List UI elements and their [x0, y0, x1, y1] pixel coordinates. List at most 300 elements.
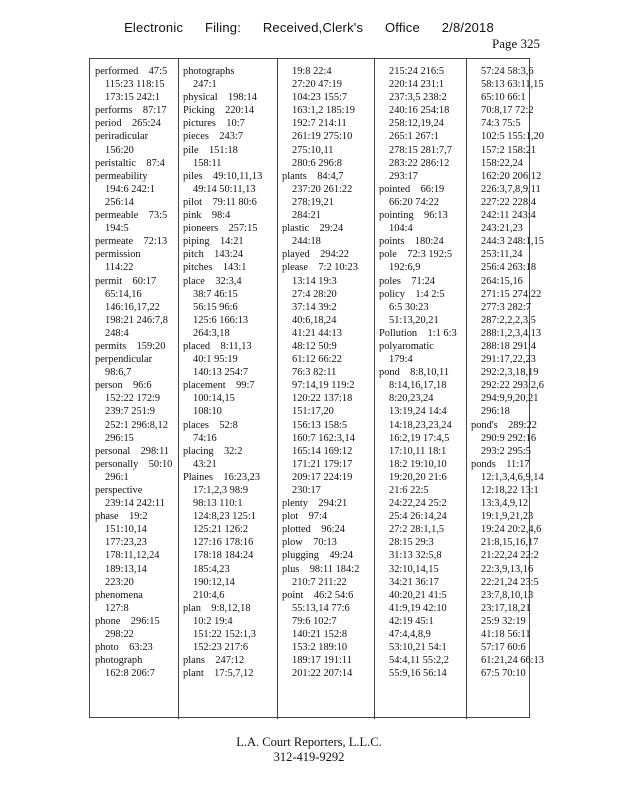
index-reference-line: 239:7 251:9 [105, 406, 155, 418]
index-headword-line [95, 458, 177, 471]
index-reference-line: 189:17 191:11 [292, 655, 352, 667]
index-first-reference: 73:5 [148, 210, 168, 222]
index-reference-line: 42:19 45:1 [389, 615, 434, 627]
index-reference-line: 120:22 137:18 [292, 393, 353, 405]
index-reference-line: 19:1,9,21,23 [481, 511, 534, 523]
index-word: pointing [379, 210, 414, 222]
index-reference-line: 8:20,23,24 [389, 393, 434, 405]
index-word: pile [183, 144, 199, 156]
index-reference-line: 114:22 [105, 262, 134, 274]
index-reference-line: 290:9 292:16 [481, 432, 537, 444]
index-first-reference: 32:2 [223, 445, 243, 457]
index-entry [282, 248, 372, 261]
index-headword-line [282, 510, 372, 523]
index-word: played [282, 249, 310, 261]
index-first-reference: 47:5 [148, 66, 168, 77]
index-headword-line [95, 654, 177, 667]
index-reference-line: 190:12,14 [193, 576, 235, 588]
index-reference-line: 253:11,24 [481, 249, 523, 261]
index-entry [282, 65, 372, 170]
index-headword-line [183, 170, 275, 183]
index-reference-line: 124:8,23 125:1 [193, 511, 256, 523]
index-reference-line: 264:3,18 [193, 327, 230, 339]
index-first-reference: 63:23 [129, 642, 153, 654]
index-reference-line: 61:12 66:22 [292, 354, 342, 366]
header-electronic: Electronic [124, 20, 184, 35]
header-received: Received,Clerk's [262, 20, 364, 35]
index-first-reference: 96:6 [133, 380, 152, 392]
index-headword-line [183, 419, 275, 432]
header-date: 2/8/2018 [441, 20, 494, 35]
index-entry [183, 144, 275, 170]
index-entry [183, 170, 275, 196]
index-reference-line: 177:23,23 [105, 537, 147, 549]
index-headword-line [183, 602, 275, 615]
index-word: pond's [471, 419, 498, 431]
index-reference-line: 292:2,3,18,19 [481, 367, 539, 379]
index-headword-line [183, 91, 275, 104]
index-first-reference: 50:10 [148, 458, 173, 470]
index-reference-line: 165:14 169:12 [292, 445, 353, 457]
index-headword-line [379, 275, 464, 288]
index-reference-line: 284:21 [292, 210, 321, 222]
index-reference-line: 108:10 [193, 406, 222, 418]
index-entry [183, 471, 275, 602]
index-word: placing [183, 445, 214, 457]
index-entry [282, 523, 372, 536]
index-first-reference: 159:20 [136, 340, 166, 352]
index-reference-line: 226:3,7,8,9,11 [481, 183, 541, 195]
filing-header [0, 20, 618, 35]
index-reference-line: 152:22 172:9 [105, 393, 161, 405]
index-reference-line: 163:1,2 185:19 [292, 105, 355, 117]
index-column-5 [471, 65, 544, 713]
index-reference-line: 104:23 155:7 [292, 92, 348, 104]
index-entry [379, 65, 464, 183]
index-reference-line: 70:8,17 72:2 [481, 105, 534, 117]
index-entry [183, 65, 275, 91]
index-first-reference: 66:19 [420, 183, 445, 195]
index-word: perspective [95, 485, 143, 496]
index-reference-line: 293:2 295:5 [481, 445, 531, 457]
index-reference-line: 19:8 22:4 [292, 66, 332, 77]
index-first-reference: 71:24 [411, 275, 435, 287]
index-first-reference: 87:4 [146, 157, 165, 169]
index-reference-line: 152:23 217:6 [193, 642, 249, 654]
index-headword-line [183, 209, 275, 222]
index-headword-line [379, 340, 464, 353]
index-word: plotted [282, 524, 311, 536]
footer-company: L.A. Court Reporters, L.L.C. [236, 735, 382, 749]
index-reference-line: 240:16 254:18 [389, 105, 450, 117]
index-entry [95, 458, 177, 484]
index-reference-line: 53:10,21 54:1 [389, 642, 447, 654]
index-entry [95, 248, 177, 274]
index-entry [183, 379, 275, 418]
index-entry [282, 497, 372, 510]
index-first-reference: 294:22 [320, 249, 349, 261]
index-headword-line [95, 641, 177, 654]
index-word: placement [183, 380, 226, 392]
index-reference-line: 189:13,14 [105, 563, 147, 575]
index-first-reference: 296:15 [130, 615, 160, 627]
index-headword-line [183, 248, 275, 261]
index-reference-line: 98:13 110:1 [193, 498, 243, 510]
index-reference-line: 43:21 [193, 458, 217, 470]
index-entry [95, 445, 177, 458]
column-divider [277, 59, 278, 719]
index-reference-line: 49:14 50:11,13 [193, 183, 256, 195]
index-reference-line: 265:1 267:1 [389, 131, 439, 143]
index-first-reference: 198:14 [228, 92, 257, 104]
index-word: photograph [95, 655, 143, 667]
index-word: plants [282, 170, 307, 182]
index-reference-line: 25:4 26:14,24 [389, 511, 447, 523]
index-reference-line: 100:14,15 [193, 393, 235, 405]
index-word: plow [282, 537, 303, 549]
index-entry [183, 104, 275, 117]
index-entry [95, 104, 177, 117]
index-entry [95, 275, 177, 340]
index-reference-line: 19:20,20 21:6 [389, 471, 447, 483]
index-headword-line [183, 379, 275, 392]
column-divider [374, 59, 375, 719]
index-headword-line [282, 170, 372, 183]
index-reference-line: 27:20 47:19 [292, 79, 342, 91]
index-reference-line: 271:15 274:22 [481, 288, 542, 300]
index-entry [95, 615, 177, 641]
index-column-2 [183, 65, 275, 713]
index-reference-line: 243:21,23 [481, 223, 523, 235]
index-reference-line: 55:13,14 77:6 [292, 602, 350, 614]
index-headword-line [183, 261, 275, 274]
index-reference-line: 98:6,7 [105, 367, 132, 379]
index-first-reference: 98:11 184:2 [309, 563, 360, 575]
index-reference-line: 79:6 102:7 [292, 615, 337, 627]
index-entry [282, 222, 372, 248]
index-headword-line [282, 536, 372, 549]
index-headword-line [183, 471, 275, 484]
index-reference-line: 41:9,19 42:10 [389, 602, 447, 614]
index-entry [471, 419, 537, 458]
index-reference-line: 252:1 296:8,12 [105, 419, 168, 431]
index-reference-line: 275:10,11 [292, 144, 334, 156]
index-reference-line: 38:7 46:15 [193, 288, 238, 300]
index-first-reference: 98:4 [211, 210, 231, 222]
index-reference-line: 40:6,18,24 [292, 314, 337, 326]
index-reference-line: 57:17 60:6 [481, 642, 526, 654]
index-headword-line [379, 248, 464, 261]
index-first-reference: 46:2 54:6 [313, 589, 354, 601]
index-entry [379, 366, 464, 680]
index-word: physical [183, 92, 218, 104]
index-reference-line: 14:18,23,23,24 [389, 419, 452, 431]
index-reference-line: 41:18 56:11 [481, 629, 531, 641]
index-headword-line [379, 209, 464, 222]
index-reference-line: 158:11 [193, 157, 222, 169]
index-reference-line: 296:15 [105, 432, 134, 444]
index-headword-line [95, 104, 177, 117]
index-entry [183, 91, 275, 104]
index-word: perpendicular [95, 354, 153, 366]
index-entry [183, 419, 275, 445]
index-reference-line: 201:22 207:14 [292, 668, 353, 680]
index-reference-line: 179:4 [389, 354, 413, 366]
index-headword-line [95, 484, 177, 497]
index-entry [282, 261, 372, 497]
index-first-reference: 17:5,7,12 [214, 668, 254, 680]
index-headword-line [183, 340, 275, 353]
index-reference-line: 21:22,24 22:2 [481, 550, 539, 562]
index-headword-line [379, 327, 464, 340]
index-word: pieces [183, 131, 209, 143]
index-word: Picking [183, 105, 215, 117]
header-office: Office [384, 20, 420, 35]
index-reference-line: 296:18 [481, 406, 510, 418]
index-first-reference: 9:8,12,18 [211, 602, 251, 614]
index-reference-line: 66:20 74:22 [389, 196, 439, 208]
index-reference-line: 25:9 32:19 [481, 615, 526, 627]
index-reference-line: 264:15,16 [481, 275, 523, 287]
index-word: permission [95, 249, 141, 261]
index-reference-line: 230:17 [292, 485, 321, 496]
index-reference-line: 28:15 29:3 [389, 537, 434, 549]
index-headword-line [471, 419, 537, 432]
index-entry [183, 654, 275, 667]
index-entry [95, 130, 177, 156]
index-word: Pollution [379, 327, 418, 339]
index-reference-line: 192:7 214:11 [292, 118, 347, 130]
index-word: periradicular [95, 131, 149, 143]
index-reference-line: 6:5 30:23 [389, 301, 429, 313]
index-headword-line [471, 458, 529, 471]
index-first-reference: 99:7 [236, 380, 255, 392]
index-word: pitches [183, 262, 213, 274]
index-reference-line: 153:2 189:10 [292, 642, 348, 654]
index-word: piles [183, 170, 203, 182]
index-reference-line: 288:1,2,3,4,13 [481, 327, 542, 339]
index-reference-line: 292:22 293:2,6 [481, 380, 544, 392]
index-reference-line: 115:23 118:15 [105, 79, 165, 91]
index-word: poles [379, 275, 401, 287]
index-reference-line: 151:22 152:1,3 [193, 629, 256, 641]
index-reference-line: 65:10 66:1 [481, 92, 526, 104]
index-reference-line: 22:21,24 23:5 [481, 576, 539, 588]
index-word: phenomena [95, 589, 143, 601]
index-word: person [95, 380, 123, 392]
index-reference-line: 140:13 254:7 [193, 367, 249, 379]
index-reference-line: 74:16 [193, 432, 217, 444]
index-headword-line [282, 589, 372, 602]
index-headword-line [95, 248, 177, 261]
index-entry [379, 327, 464, 340]
index-reference-line: 16:2,19 17:4,5 [389, 432, 450, 444]
column-divider [466, 59, 467, 719]
index-reference-line: 27:4 28:20 [292, 288, 337, 300]
index-word: place [183, 275, 205, 287]
index-reference-line: 10:2 19:4 [193, 615, 233, 627]
index-entry [379, 288, 464, 327]
index-reference-line: 40:20,21 41:5 [389, 589, 447, 601]
index-entry [282, 170, 372, 222]
index-reference-line: 198:21 246:7,8 [105, 314, 168, 326]
index-word: permeate [95, 236, 134, 248]
index-first-reference: 60:17 [132, 275, 157, 287]
index-word: pink [183, 210, 202, 222]
index-reference-line: 185:4,23 [193, 563, 230, 575]
index-reference-line: 278:15 281:7,7 [389, 144, 452, 156]
index-reference-line: 18:2 19:10,10 [389, 458, 447, 470]
index-reference-line: 54:4,11 55:2,2 [389, 655, 449, 667]
index-entry [183, 261, 275, 274]
index-reference-line: 12:18,22 13:1 [481, 485, 539, 496]
index-headword-line [183, 235, 275, 248]
index-first-reference: 96:13 [424, 210, 448, 222]
index-reference-line: 258:12,19,24 [389, 118, 444, 130]
index-entry [95, 157, 177, 170]
index-entry [183, 340, 275, 379]
index-word: ponds [471, 458, 496, 470]
index-reference-line: 48:12 50:9 [292, 340, 337, 352]
index-reference-line: 24:22,24 25:2 [389, 498, 447, 510]
index-first-reference: 298:11 [140, 445, 170, 457]
index-entry [379, 235, 464, 248]
index-headword-line [95, 379, 177, 392]
index-first-reference: 97:4 [308, 511, 328, 523]
index-first-reference: 151:18 [208, 144, 238, 156]
index-reference-line: 21:6 22:5 [389, 485, 429, 496]
index-word: pond [379, 367, 400, 379]
index-entry [183, 275, 275, 340]
index-first-reference: 49:10,11,13 [213, 170, 263, 182]
index-first-reference: 8:8,10,11 [410, 367, 450, 379]
index-reference-line: 127:16 178:16 [193, 537, 254, 549]
index-word: plant [183, 668, 204, 680]
index-headword-line [282, 261, 372, 274]
index-word: personally [95, 458, 139, 470]
index-reference-line: 162:8 206:7 [105, 668, 155, 680]
index-reference-line: 23:7,8,10,13 [481, 589, 534, 601]
index-word: period [95, 118, 122, 130]
index-word: Plaines [183, 471, 214, 483]
index-headword-line [95, 445, 177, 458]
index-headword-line [183, 654, 275, 667]
index-reference-line: 13:19,24 14:4 [389, 406, 447, 418]
index-entry [183, 209, 275, 222]
index-word: peristaltic [95, 157, 136, 169]
index-entry [95, 510, 177, 589]
index-word: phone [95, 615, 121, 627]
index-reference-line: 127:8 [105, 602, 129, 614]
index-reference-line: 287:2,2,2,3,5 [481, 314, 536, 326]
index-reference-line: 57:24 58:3,6 [481, 66, 534, 77]
index-reference-line: 220:14 231:1 [389, 79, 445, 91]
index-entry [379, 340, 464, 366]
index-reference-line: 261:19 275:10 [292, 131, 353, 143]
index-entry [183, 667, 275, 680]
index-first-reference: 72:3 192:5 [407, 249, 453, 261]
index-entry [95, 654, 177, 680]
index-reference-line: 156:13 158:5 [292, 419, 348, 431]
index-word: places [183, 419, 209, 431]
index-first-reference: 143:1 [222, 262, 247, 274]
index-reference-line: 23:17,18,21 [481, 602, 531, 614]
index-reference-line: 58:13 63:11,15 [481, 79, 544, 91]
index-word: personal [95, 445, 131, 457]
index-first-reference: 1:4 2:5 [415, 288, 445, 300]
index-word: pole [379, 249, 397, 261]
index-headword-line [95, 340, 177, 353]
index-word: photographs [183, 66, 235, 77]
index-first-reference: 79:11 80:6 [212, 196, 257, 208]
index-word: plot [282, 511, 299, 523]
footer-phone: 312-419-9292 [273, 750, 345, 764]
index-reference-line: 13:3,4,9,12 [481, 498, 529, 510]
index-column-4 [379, 65, 464, 713]
index-first-reference: 289:22 [508, 419, 537, 431]
index-reference-line: 294:9,9,20,21 [481, 393, 539, 405]
index-reference-line: 158:22,24 [481, 157, 523, 169]
index-reference-line: 160:7 162:3,14 [292, 432, 355, 444]
index-headword-line [379, 183, 464, 196]
index-headword-line [183, 104, 275, 117]
index-headword-line [379, 366, 464, 379]
index-reference-line: 291:17,22,23 [481, 354, 536, 366]
index-reference-line: 102:5 155:1,20 [481, 131, 544, 143]
index-reference-line: 162:20 206:12 [481, 170, 542, 182]
index-headword-line [183, 222, 275, 235]
index-reference-line: 65:14,16 [105, 288, 142, 300]
index-word: permeable [95, 210, 139, 222]
index-reference-line: 67:5 70:10 [481, 668, 526, 680]
header-filing: Filing: [204, 20, 242, 35]
index-entry [282, 563, 372, 589]
word-index-table [89, 58, 544, 718]
index-entry [379, 183, 464, 209]
index-reference-line: 34:21 36:17 [389, 576, 439, 588]
index-entry [282, 589, 372, 681]
index-headword-line [95, 275, 177, 288]
index-headword-line [95, 615, 177, 628]
index-entry [471, 65, 544, 419]
index-reference-line: 256:4 263:18 [481, 262, 537, 274]
index-word: point [282, 589, 304, 601]
index-entry [471, 458, 544, 681]
index-reference-line: 17:10,11 18:1 [389, 445, 447, 457]
index-headword-line [282, 248, 372, 261]
index-reference-line: 156:20 [105, 144, 134, 156]
index-reference-line: 40:1 95:19 [193, 354, 238, 366]
index-headword-line [183, 65, 275, 78]
index-entry [379, 209, 464, 235]
index-entry [183, 117, 275, 130]
index-headword-line [282, 563, 372, 576]
index-reference-line: 151:10,14 [105, 524, 147, 536]
index-first-reference: 72:13 [143, 236, 168, 248]
index-headword-line [95, 589, 177, 602]
index-reference-line: 8:14,16,17,18 [389, 380, 447, 392]
index-reference-line: 283:22 286:12 [389, 157, 450, 169]
index-headword-line [282, 222, 372, 235]
index-word: pointed [379, 183, 411, 195]
index-reference-line: 237:20 261:22 [292, 183, 353, 195]
index-reference-line: 248:4 [105, 327, 129, 339]
index-word: pitch [183, 249, 204, 261]
index-reference-line: 239:14 242:11 [105, 498, 165, 510]
index-headword-line [95, 117, 177, 130]
index-word: permits [95, 340, 127, 352]
index-entry [95, 484, 177, 510]
